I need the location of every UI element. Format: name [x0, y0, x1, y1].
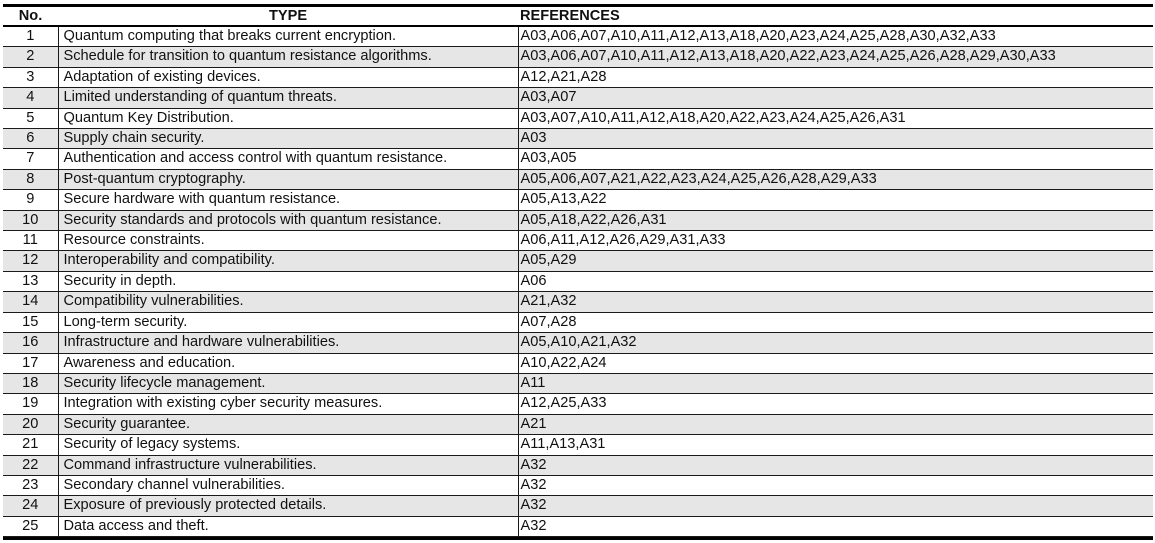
- row-number: 16: [3, 333, 58, 353]
- header-type: TYPE: [58, 7, 518, 26]
- table-row: [3, 26, 1153, 47]
- table-row: [3, 353, 1153, 373]
- row-references: A11: [518, 373, 1153, 393]
- row-references: A32: [518, 516, 1153, 536]
- row-number: 18: [3, 373, 58, 393]
- row-references: A05,A10,A21,A32: [518, 333, 1153, 353]
- row-number: 7: [3, 149, 58, 169]
- row-references: A32: [518, 455, 1153, 475]
- references-table: [3, 7, 1153, 537]
- row-type: Authentication and access control with quantum resistance.: [58, 149, 518, 169]
- row-references: A05,A18,A22,A26,A31: [518, 210, 1153, 230]
- row-references: A07,A28: [518, 312, 1153, 332]
- table-row: [3, 312, 1153, 332]
- row-number: 12: [3, 251, 58, 271]
- row-number: 23: [3, 475, 58, 495]
- row-references: A03,A06,A07,A10,A11,A12,A13,A18,A20,A22,A23,A24,A25,A26,A28,A29,A30,A33: [518, 47, 1153, 67]
- row-references: A32: [518, 475, 1153, 495]
- table-row: [3, 47, 1153, 67]
- header-no: No.: [3, 7, 58, 26]
- table-row: [3, 435, 1153, 455]
- table-row: [3, 333, 1153, 353]
- row-number: 10: [3, 210, 58, 230]
- row-references: A03: [518, 129, 1153, 149]
- row-type: Awareness and education.: [58, 353, 518, 373]
- table-row: [3, 271, 1153, 291]
- table-row: [3, 149, 1153, 169]
- row-type: Long-term security.: [58, 312, 518, 332]
- row-references: A03,A07,A10,A11,A12,A18,A20,A22,A23,A24,A25,A26,A31: [518, 108, 1153, 128]
- row-references: A05,A13,A22: [518, 190, 1153, 210]
- row-number: 25: [3, 516, 58, 536]
- table-row: [3, 169, 1153, 189]
- row-type: Interoperability and compatibility.: [58, 251, 518, 271]
- row-number: 2: [3, 47, 58, 67]
- table-row: [3, 475, 1153, 495]
- table-row: [3, 394, 1153, 414]
- row-references: A12,A21,A28: [518, 67, 1153, 87]
- row-references: A05,A06,A07,A21,A22,A23,A24,A25,A26,A28,A29,A33: [518, 169, 1153, 189]
- table-row: [3, 129, 1153, 149]
- row-number: 13: [3, 271, 58, 291]
- header-references: REFERENCES: [518, 7, 1153, 26]
- references-table-container: [3, 4, 1153, 540]
- row-number: 3: [3, 67, 58, 87]
- row-number: 1: [3, 26, 58, 47]
- row-references: A12,A25,A33: [518, 394, 1153, 414]
- row-references: A10,A22,A24: [518, 353, 1153, 373]
- row-references: A06: [518, 271, 1153, 291]
- table-row: [3, 251, 1153, 271]
- row-references: A03,A05: [518, 149, 1153, 169]
- row-type: Security standards and protocols with quantum resistance.: [58, 210, 518, 230]
- row-number: 9: [3, 190, 58, 210]
- row-type: Security lifecycle management.: [58, 373, 518, 393]
- row-number: 19: [3, 394, 58, 414]
- table-row: [3, 190, 1153, 210]
- row-type: Command infrastructure vulnerabilities.: [58, 455, 518, 475]
- row-type: Exposure of previously protected details.: [58, 496, 518, 516]
- row-type: Data access and theft.: [58, 516, 518, 536]
- row-number: 8: [3, 169, 58, 189]
- row-references: A32: [518, 496, 1153, 516]
- row-references: A21,A32: [518, 292, 1153, 312]
- row-number: 11: [3, 231, 58, 251]
- table-row: [3, 67, 1153, 87]
- table-row: [3, 516, 1153, 536]
- row-type: Integration with existing cyber security measures.: [58, 394, 518, 414]
- row-type: Infrastructure and hardware vulnerabilities.: [58, 333, 518, 353]
- table-row: [3, 496, 1153, 516]
- row-type: Schedule for transition to quantum resistance algorithms.: [58, 47, 518, 67]
- row-type: Security of legacy systems.: [58, 435, 518, 455]
- row-references: A06,A11,A12,A26,A29,A31,A33: [518, 231, 1153, 251]
- table-row: [3, 108, 1153, 128]
- row-number: 20: [3, 414, 58, 434]
- row-references: A03,A07: [518, 88, 1153, 108]
- row-type: Resource constraints.: [58, 231, 518, 251]
- table-row: [3, 414, 1153, 434]
- row-references: A21: [518, 414, 1153, 434]
- row-number: 22: [3, 455, 58, 475]
- row-type: Security in depth.: [58, 271, 518, 291]
- row-type: Security guarantee.: [58, 414, 518, 434]
- row-type: Quantum Key Distribution.: [58, 108, 518, 128]
- table-header-row: [3, 7, 1153, 26]
- row-number: 6: [3, 129, 58, 149]
- row-type: Compatibility vulnerabilities.: [58, 292, 518, 312]
- table-row: [3, 88, 1153, 108]
- row-type: Secondary channel vulnerabilities.: [58, 475, 518, 495]
- row-type: Secure hardware with quantum resistance.: [58, 190, 518, 210]
- row-type: Supply chain security.: [58, 129, 518, 149]
- row-number: 14: [3, 292, 58, 312]
- table-row: [3, 210, 1153, 230]
- row-type: Post-quantum cryptography.: [58, 169, 518, 189]
- row-number: 17: [3, 353, 58, 373]
- row-number: 5: [3, 108, 58, 128]
- table-row: [3, 292, 1153, 312]
- row-number: 4: [3, 88, 58, 108]
- table-row: [3, 373, 1153, 393]
- row-number: 21: [3, 435, 58, 455]
- table-row: [3, 455, 1153, 475]
- row-references: A03,A06,A07,A10,A11,A12,A13,A18,A20,A23,A24,A25,A28,A30,A32,A33: [518, 26, 1153, 47]
- row-number: 15: [3, 312, 58, 332]
- row-type: Quantum computing that breaks current encryption.: [58, 26, 518, 47]
- table-body: [3, 26, 1153, 537]
- table-bottom-rule: [3, 537, 1153, 540]
- row-type: Limited understanding of quantum threats.: [58, 88, 518, 108]
- row-type: Adaptation of existing devices.: [58, 67, 518, 87]
- row-references: A05,A29: [518, 251, 1153, 271]
- row-references: A11,A13,A31: [518, 435, 1153, 455]
- table-row: [3, 231, 1153, 251]
- row-number: 24: [3, 496, 58, 516]
